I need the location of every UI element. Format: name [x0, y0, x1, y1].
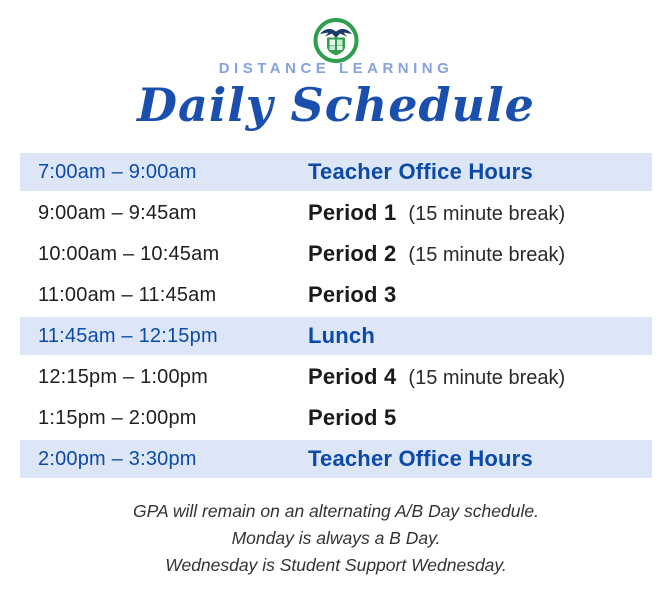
schedule-row-period-2 — [20, 235, 652, 273]
time-range: 7:00am – 9:00am — [38, 160, 197, 183]
school-crest-logo — [313, 17, 360, 64]
shield-check-square — [330, 40, 336, 46]
distance-learning-subtitle: DISTANCE LEARNING — [218, 60, 454, 77]
time-range: 1:15pm – 2:00pm — [38, 406, 197, 429]
time-range: 11:45am – 12:15pm — [38, 324, 218, 347]
schedule-row-period-1 — [20, 194, 652, 232]
row-note: (15 minute break) — [408, 244, 566, 266]
shield-check-square — [337, 46, 343, 51]
time-range: 2:00pm – 3:30pm — [38, 447, 197, 470]
row-label: Period 3 — [308, 282, 397, 307]
schedule-row-period-4 — [20, 358, 652, 396]
schedule-row-teacher-office-hours-am — [20, 153, 652, 191]
row-label: Period 2 — [308, 241, 397, 266]
row-note: (15 minute break) — [408, 367, 566, 389]
footer-line-monday: Monday is always a B Day. — [231, 528, 441, 548]
page-title: Daily Schedule — [137, 78, 535, 132]
row-label: Teacher Office Hours — [308, 159, 533, 184]
time-range: 12:15pm – 1:00pm — [38, 365, 208, 388]
shield-check-square — [330, 46, 336, 51]
footer-notes — [0, 498, 672, 579]
time-range: 10:00am – 10:45am — [38, 242, 220, 265]
row-label: Lunch — [308, 323, 375, 348]
time-range: 9:00am – 9:45am — [38, 201, 197, 224]
row-label: Teacher Office Hours — [308, 446, 533, 471]
shield-check-square — [337, 40, 343, 46]
schedule-row-period-3 — [20, 276, 652, 314]
schedule-row-teacher-office-hours-pm — [20, 440, 652, 478]
row-label: Period 4 — [308, 364, 397, 389]
schedule-row-period-5 — [20, 399, 652, 437]
time-range: 11:00am – 11:45am — [38, 283, 217, 306]
row-label: Period 5 — [308, 405, 397, 430]
schedule-table — [20, 153, 652, 481]
footer-line-wednesday: Wednesday is Student Support Wednesday. — [165, 555, 507, 575]
row-note: (15 minute break) — [408, 203, 566, 225]
footer-line-ab-schedule: GPA will remain on an alternating A/B Day schedule. — [133, 501, 539, 521]
row-label: Period 1 — [308, 200, 397, 225]
schedule-row-lunch — [20, 317, 652, 355]
